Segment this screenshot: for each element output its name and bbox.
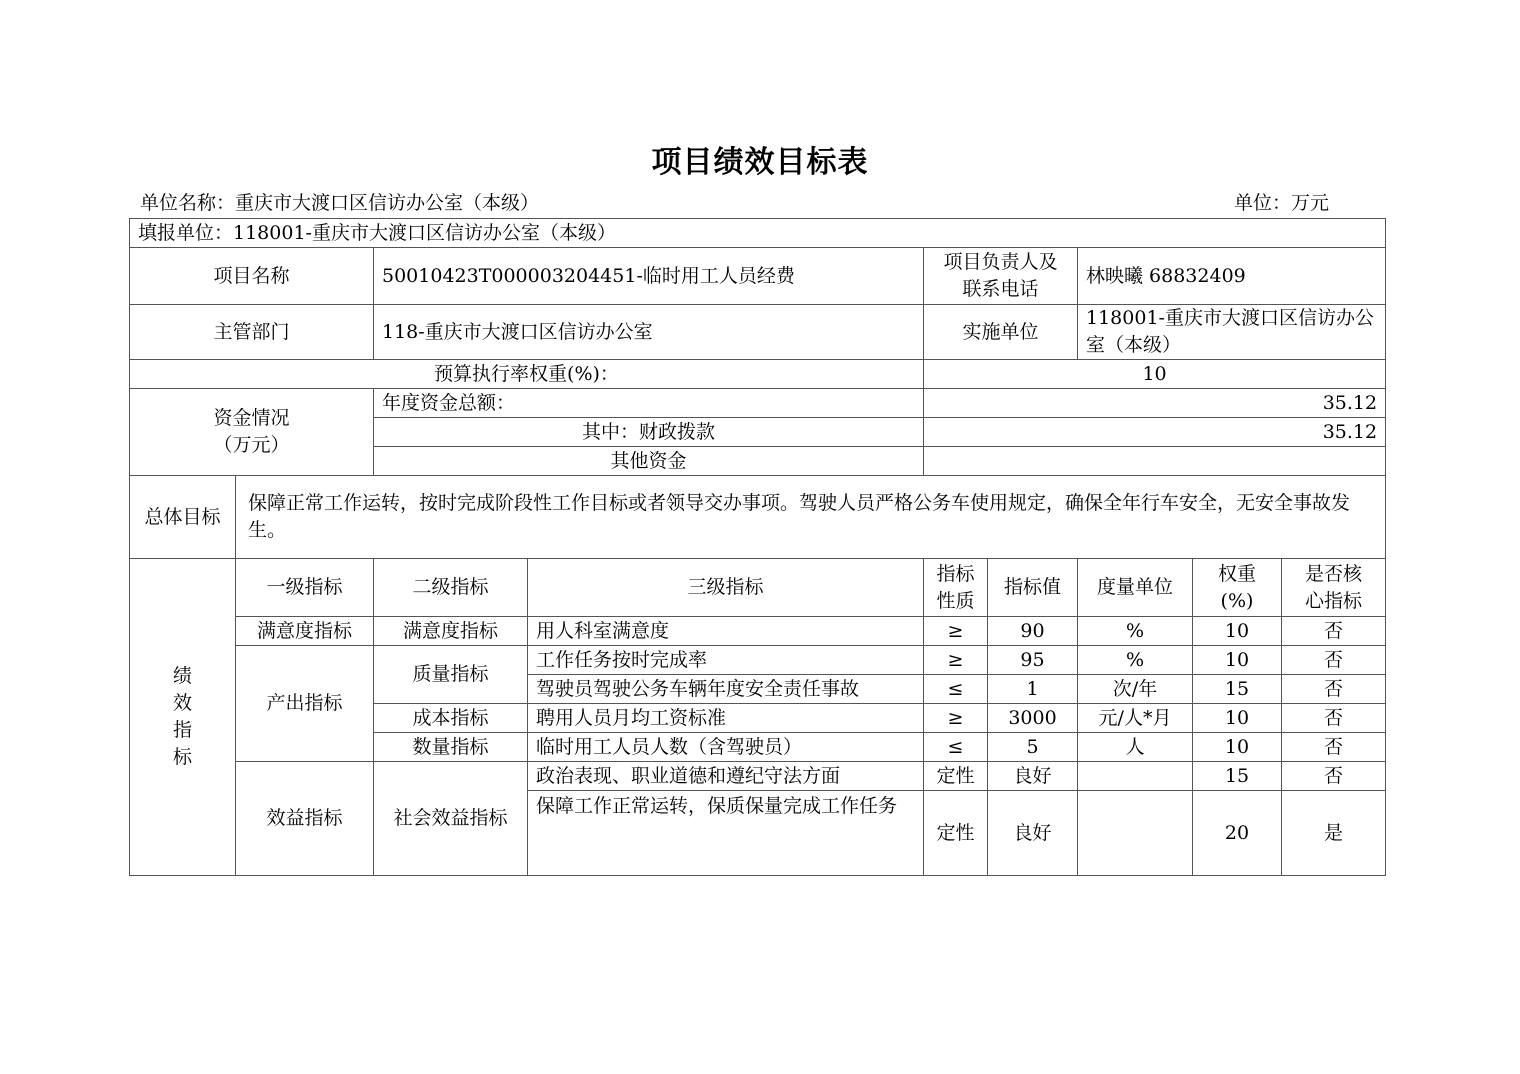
indicator-char-3: 指 <box>172 719 192 741</box>
owner-label-line1: 项目负责人及 <box>943 251 1058 273</box>
header-value: 指标值 <box>988 559 1078 617</box>
header-core-line2: 心指标 <box>1305 589 1363 612</box>
funds-other-label: 其他资金 <box>374 447 924 476</box>
filler-unit: 填报单位：118001-重庆市大渡口区信访办公室（本级） <box>130 219 1386 248</box>
row-unit: 元/人*月 <box>1078 704 1193 733</box>
funds-label-line1: 资金情况 <box>213 407 290 429</box>
row-level3: 政治表现、职业道德和遵纪守法方面 <box>528 762 924 791</box>
row-core: 否 <box>1282 617 1386 646</box>
row-core: 是 <box>1282 791 1386 876</box>
row-value: 1 <box>988 675 1078 704</box>
impl-label: 实施单位 <box>924 305 1078 360</box>
row-value: 5 <box>988 733 1078 762</box>
currency-unit: 单位：万元 <box>1234 192 1330 214</box>
row-core: 否 <box>1282 733 1386 762</box>
row-level3: 临时用工人员人数（含驾驶员） <box>528 733 924 762</box>
row-level2: 社会效益指标 <box>374 762 528 876</box>
row-weight: 10 <box>1193 733 1282 762</box>
page-title: 项目绩效目标表 <box>651 145 869 180</box>
row-level3: 保障工作正常运转，保质保量完成工作任务 <box>528 791 924 876</box>
indicator-char-2: 效 <box>172 692 192 714</box>
table-row <box>130 646 1386 675</box>
row-weight: 15 <box>1193 675 1282 704</box>
funds-fiscal-value: 35.12 <box>924 418 1386 447</box>
header-level3: 三级指标 <box>528 559 924 617</box>
row-level3: 聘用人员月均工资标准 <box>528 704 924 733</box>
funds-fiscal-label: 其中：财政拨款 <box>374 418 924 447</box>
exec-rate-label: 预算执行率权重(%)： <box>130 360 924 389</box>
project-name-label: 项目名称 <box>130 248 374 305</box>
goal-label: 总体目标 <box>130 476 236 559</box>
row-nature: ≤ <box>924 733 988 762</box>
row-unit <box>1078 791 1193 876</box>
table-row <box>130 617 1386 646</box>
funds-total-label: 年度资金总额： <box>374 389 924 418</box>
owner-label-line2: 联系电话 <box>962 278 1039 300</box>
row-nature: ≥ <box>924 704 988 733</box>
header-level2: 二级指标 <box>374 559 528 617</box>
row-weight: 10 <box>1193 704 1282 733</box>
row-unit <box>1078 762 1193 791</box>
row-unit: % <box>1078 646 1193 675</box>
row-weight: 20 <box>1193 791 1282 876</box>
table-row <box>130 762 1386 791</box>
row-nature: ≤ <box>924 675 988 704</box>
header-weight <box>1193 559 1282 617</box>
funds-label-line2: （万元） <box>213 434 290 456</box>
row-level2: 质量指标 <box>374 646 528 704</box>
row-level3: 用人科室满意度 <box>528 617 924 646</box>
row-unit: 人 <box>1078 733 1193 762</box>
row-value: 良好 <box>988 762 1078 791</box>
header-weight-line1: 权重 <box>1217 562 1256 585</box>
row-value: 良好 <box>988 791 1078 876</box>
row-level2: 成本指标 <box>374 704 528 733</box>
row-nature: 定性 <box>924 791 988 876</box>
row-unit: % <box>1078 617 1193 646</box>
exec-rate-value: 10 <box>924 360 1386 389</box>
header-nature-line1: 指标 <box>936 562 975 585</box>
row-core: 否 <box>1282 675 1386 704</box>
row-nature: ≥ <box>924 617 988 646</box>
row-unit: 次/年 <box>1078 675 1193 704</box>
header-level1: 一级指标 <box>236 559 374 617</box>
indicator-section-label <box>130 559 236 876</box>
row-level3: 驾驶员驾驶公务车辆年度安全责任事故 <box>528 675 924 704</box>
project-name-value: 50010423T000003204451-临时用工人员经费 <box>374 248 924 305</box>
row-level1: 效益指标 <box>236 762 374 876</box>
header-nature <box>924 559 988 617</box>
dept-label: 主管部门 <box>130 305 374 360</box>
row-weight: 10 <box>1193 617 1282 646</box>
row-value: 90 <box>988 617 1078 646</box>
impl-value: 118001-重庆市大渡口区信访办公室（本级） <box>1078 305 1386 360</box>
indicator-char-4: 标 <box>172 746 192 768</box>
header-nature-line2: 性质 <box>936 589 975 612</box>
header-core <box>1282 559 1386 617</box>
indicator-char-1: 绩 <box>172 665 192 687</box>
dept-value: 118-重庆市大渡口区信访办公室 <box>374 305 924 360</box>
row-level2: 数量指标 <box>374 733 528 762</box>
row-core: 否 <box>1282 762 1386 791</box>
row-level1: 产出指标 <box>236 646 374 762</box>
header-unit: 度量单位 <box>1078 559 1193 617</box>
owner-label <box>924 248 1078 305</box>
row-core: 否 <box>1282 646 1386 675</box>
funds-label <box>130 389 374 476</box>
performance-table <box>129 218 1386 876</box>
unit-name: 单位名称：重庆市大渡口区信访办公室（本级） <box>140 192 540 214</box>
goal-text: 保障正常工作运转，按时完成阶段性工作目标或者领导交办事项。驾驶人员严格公务车使用规定，确保全年行车安全，无安全事故发生。 <box>236 476 1386 559</box>
header-core-line1: 是否核 <box>1305 562 1363 585</box>
row-level3: 工作任务按时完成率 <box>528 646 924 675</box>
row-core: 否 <box>1282 704 1386 733</box>
row-level1: 满意度指标 <box>236 617 374 646</box>
row-weight: 10 <box>1193 646 1282 675</box>
row-weight: 15 <box>1193 762 1282 791</box>
funds-other-value <box>924 447 1386 476</box>
row-value: 95 <box>988 646 1078 675</box>
owner-value: 林映曦 68832409 <box>1078 248 1386 305</box>
row-value: 3000 <box>988 704 1078 733</box>
row-level2: 满意度指标 <box>374 617 528 646</box>
row-nature: 定性 <box>924 762 988 791</box>
header-weight-line2: (%) <box>1220 589 1254 612</box>
funds-total-value: 35.12 <box>924 389 1386 418</box>
row-nature: ≥ <box>924 646 988 675</box>
